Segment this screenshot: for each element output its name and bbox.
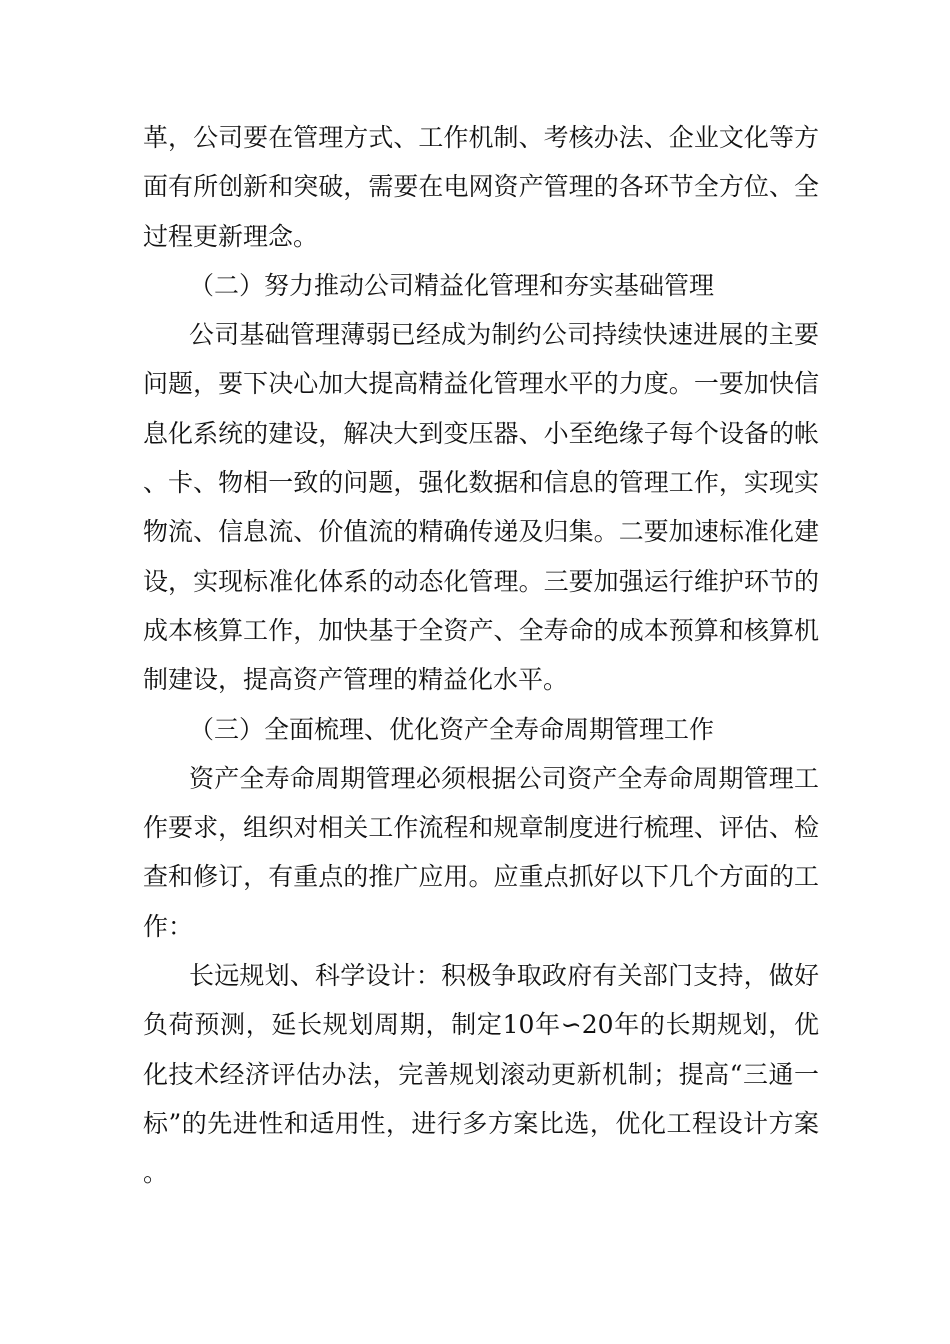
paragraph-lean-management: 公司基础管理薄弱已经成为制约公司持续快速进展的主要问题，要下决心加大提高精益化管理水平的力度。一要加快信息化系统的建设，解决大到变压器、小至绝缘子每个设备的帐、卡、物相一致的问题，强化数据和信息的管理工作，实现实物流、信息流、价值流的精确传递及归集。二要加速标准化建设，实现标准化体系的动态化管理。三要加强运行维护环节的成本核算工作，加快基于全资产、全寿命的成本预算和核算机制建设，提高资产管理的精益化水平。 [143, 320, 819, 695]
section-heading-3: （三）全面梳理、优化资产全寿命周期管理工作 [189, 714, 715, 744]
paragraph-lifecycle-management: 资产全寿命周期管理必须根据公司资产全寿命周期管理工作要求，组织对相关工作流程和规章制度进行梳理、评估、检查和修订，有重点的推广应用。应重点抓好以下几个方面的工作： [143, 763, 819, 941]
document-body [143, 113, 819, 1198]
section-heading-2: （二）努力推动公司精益化管理和夯实基础管理 [189, 270, 715, 300]
paragraph-continuation: 革，公司要在管理方式、工作机制、考核办法、企业文化等方面有所创新和突破，需要在电网资产管理的各环节全方位、全过程更新理念。 [143, 123, 819, 251]
paragraph-long-term-planning: 长远规划、科学设计：积极争取政府有关部门支持，做好负荷预测，延长规划周期，制定10年∽20年的长期规划，优化技术经济评估办法，完善规划滚动更新机制；提高“三通一标”的先进性和适用性，进行多方案比选，优化工程设计方案。 [143, 961, 819, 1188]
